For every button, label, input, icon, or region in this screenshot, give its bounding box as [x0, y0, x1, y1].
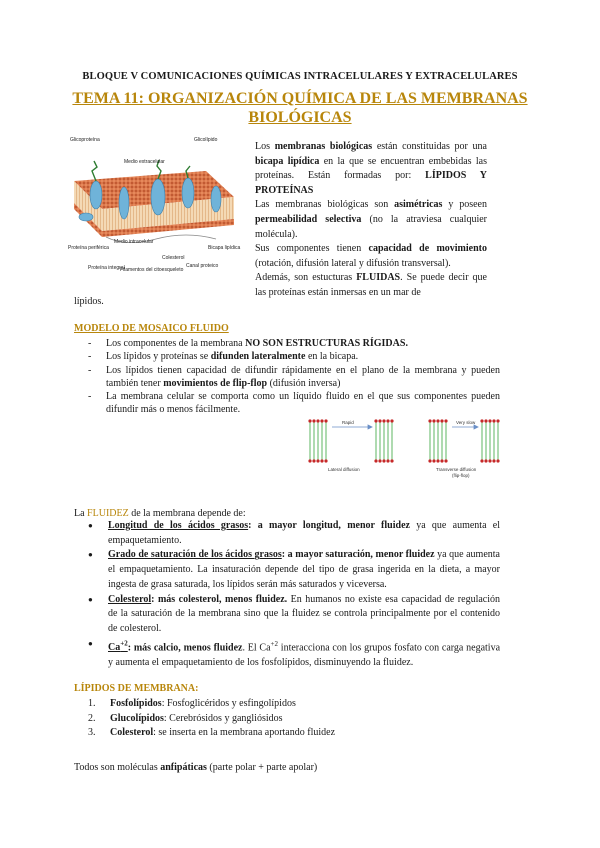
intro-paragraphs: Los membranas biológicas están constituidas por una bicapa lipídica en la que se encuentran embebidas las proteínas. Están formadas por: LÍPIDOS Y PROTEÍNAS Las membranas biológicas son asimétricas y poseen permeabilidad selectiva (no la atraviesa cualquier molécula). Sus componentes tienen capacidad de movimiento (rotación, difusión lateral y difusión transversal). Además, son estucturas FLUIDAS. Se puede decir que las proteínas están inmersas en un mar de — [255, 141, 487, 298]
label-rapid: Rapid — [342, 420, 354, 425]
diffusion-diagram — [306, 415, 500, 487]
label-flipflop: (flip-flop) — [452, 473, 470, 478]
list-item: - Los lípidos tienen capacidad de difundir rápidamente en el plano de la membrana y pueden también tener movimientos de flip-flop (difusión inversa) — [88, 364, 500, 391]
list-item: - La membrana celular se comporta como un líquido fluido en el que sus componentes pueden difundir más o menos fácilmente. — [88, 390, 500, 417]
label-medio-intracelular: Medio intracelular — [114, 239, 154, 245]
anfipaticas-note: Todos son moléculas anfipáticas (parte polar + parte apolar) — [74, 762, 318, 773]
label-transverse-diffusion: Transverse diffusion — [436, 467, 477, 472]
label-lateral-diffusion: Lateral diffusion — [328, 467, 360, 472]
list-item: ● Colesterol: más colesterol, menos fluidez. En humanos no existe esa capacidad de regulación de la saturación de la membrana sino que la fluidez se controla principalmente por el contenido de colesterol. — [88, 593, 500, 637]
mosaico-list — [88, 337, 500, 417]
label-very-slow: Very slow — [456, 420, 476, 425]
label-filamentos: Filamentos del citoesqueleto — [120, 267, 184, 273]
label-bicapa: Bicapa lipídica — [208, 245, 241, 251]
label-medio-extracelular: Medio extracelular — [124, 159, 165, 165]
fluidez-intro: La FLUIDEZ de la membrana depende de: — [74, 508, 246, 519]
list-item: - Los lípidos y proteínas se difunden lateralmente en la bicapa. — [88, 350, 500, 363]
list-item: 2. Glucolípidos: Cerebrósidos y gangliósidos — [88, 712, 283, 724]
list-item: ● Grado de saturación de los ácidos grasos: a mayor saturación, menor fluidez ya que aumenta el empaquetamiento. La insaturación depende del tipo de grasa ingerida en la dieta, a mayor ingesta de grasa saturada, los lípidos serán más saturados y viceversa. — [88, 548, 500, 592]
tema-title-line1: TEMA 11: ORGANIZACIÓN QUÍMICA DE LAS MEMBRANAS — [72, 90, 528, 107]
fluidez-list — [88, 519, 500, 670]
label-canal-proteico: Canal proteico — [186, 263, 219, 269]
label-glicolipido: Glicolípido — [194, 137, 218, 143]
membrane-diagram — [66, 133, 241, 281]
list-item: - Los componentes de la membrana NO SON ESTRUCTURAS RÍGIDAS. — [88, 337, 500, 350]
bloque-heading: BLOQUE V COMUNICACIONES QUÍMICAS INTRACELULARES Y EXTRACELULARES — [82, 71, 518, 82]
label-proteina-periferica: Proteína periférica — [68, 245, 109, 251]
label-glicoproteina: Glicoproteína — [70, 137, 100, 143]
list-item: ● Longitud de los ácidos grasos: a mayor longitud, menor fluidez ya que aumenta el empaquetamiento. — [88, 519, 500, 548]
intro-tail: lípidos. — [74, 296, 104, 307]
lipidos-list — [88, 697, 500, 741]
mosaico-heading: MODELO DE MOSAICO FLUIDO — [74, 323, 229, 334]
tema-title-line2: BIOLÓGICAS — [248, 109, 352, 126]
label-colesterol: Colesterol — [162, 255, 185, 261]
list-item: ● $Ca^{+2}$: más calcio, menos fluidez. El $Ca^{+2}$ interacciona con los grupos fosfato con carga negativa y aumenta el empaquetamiento de los fosfolípidos, disminuyendo la fluidez. — [88, 637, 500, 671]
list-item: 1. Fosfolípidos: Fosfoglicéridos y esfingolípidos — [88, 698, 296, 709]
label-proteina-integral: Proteína integral — [88, 265, 125, 271]
lipidos-heading: LÍPIDOS DE MEMBRANA: — [74, 683, 199, 694]
list-item: 3. Colesterol: se inserta en la membrana aportando fluidez — [88, 727, 336, 739]
